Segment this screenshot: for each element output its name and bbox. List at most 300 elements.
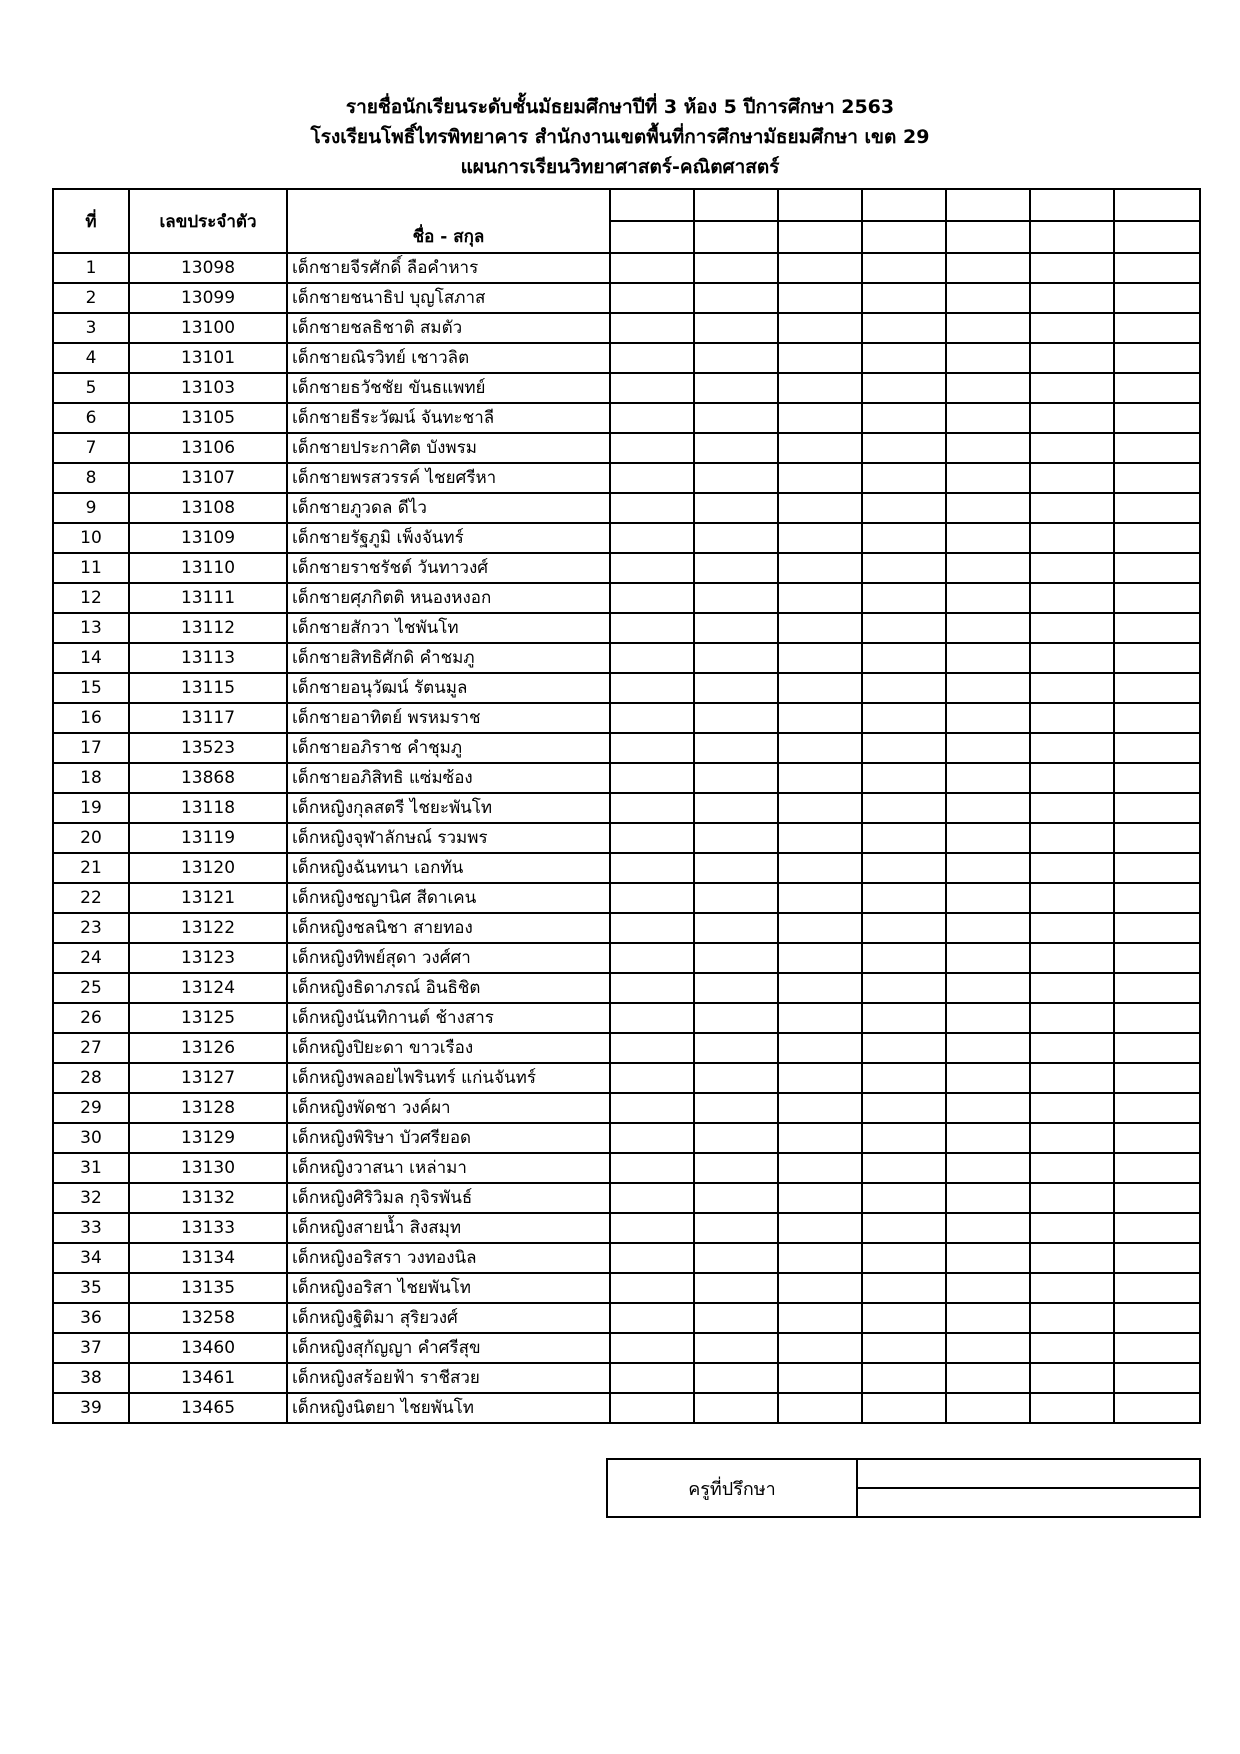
student-no: 35 <box>53 1273 129 1303</box>
blank-cell <box>1114 853 1200 883</box>
blank-cell <box>778 1183 862 1213</box>
table-row <box>53 643 1200 673</box>
blank-cell <box>1114 733 1200 763</box>
blank-cell <box>778 583 862 613</box>
student-no: 2 <box>53 283 129 313</box>
blank-cell <box>778 313 862 343</box>
blank-header-cell <box>862 189 946 221</box>
table-row <box>53 673 1200 703</box>
blank-cell <box>946 913 1030 943</box>
blank-cell <box>1030 523 1114 553</box>
student-no: 14 <box>53 643 129 673</box>
blank-cell <box>1030 913 1114 943</box>
blank-cell <box>694 793 778 823</box>
blank-cell <box>862 1063 946 1093</box>
blank-cell <box>862 763 946 793</box>
table-row <box>53 1063 1200 1093</box>
blank-cell <box>778 793 862 823</box>
blank-cell <box>694 1243 778 1273</box>
blank-cell <box>1030 1153 1114 1183</box>
blank-cell <box>778 973 862 1003</box>
table-row <box>53 823 1200 853</box>
table-row <box>53 703 1200 733</box>
blank-cell <box>946 643 1030 673</box>
blank-cell <box>1114 763 1200 793</box>
student-no: 18 <box>53 763 129 793</box>
blank-header-cell <box>610 221 694 253</box>
blank-cell <box>778 1303 862 1333</box>
student-id: 13103 <box>129 373 287 403</box>
student-name: เด็กหญิงปิยะดา ขาวเรือง <box>287 1033 610 1063</box>
blank-cell <box>1114 1213 1200 1243</box>
blank-cell <box>1114 583 1200 613</box>
blank-cell <box>778 553 862 583</box>
blank-cell <box>1030 853 1114 883</box>
blank-cell <box>1114 703 1200 733</box>
blank-cell <box>694 643 778 673</box>
student-no: 19 <box>53 793 129 823</box>
blank-cell <box>862 1213 946 1243</box>
blank-cell <box>1030 1393 1114 1423</box>
blank-cell <box>1030 1213 1114 1243</box>
student-name: เด็กหญิงนันทิกานต์ ช้างสาร <box>287 1003 610 1033</box>
blank-cell <box>1114 1363 1200 1393</box>
student-name: เด็กชายณิรวิทย์ เชาวลิต <box>287 343 610 373</box>
blank-cell <box>778 373 862 403</box>
student-name: เด็กหญิงทิพย์สุดา วงศ์ศา <box>287 943 610 973</box>
student-name: เด็กหญิงศิริวิมล กุจิรพันธ์ <box>287 1183 610 1213</box>
student-name: เด็กหญิงชลนิชา สายทอง <box>287 913 610 943</box>
blank-cell <box>862 793 946 823</box>
blank-cell <box>1030 1363 1114 1393</box>
student-no: 11 <box>53 553 129 583</box>
blank-cell <box>1030 403 1114 433</box>
student-id: 13113 <box>129 643 287 673</box>
student-name: เด็กหญิงสายน้ำ สิงสมุท <box>287 1213 610 1243</box>
blank-cell <box>694 1153 778 1183</box>
blank-cell <box>1030 673 1114 703</box>
blank-cell <box>1114 1033 1200 1063</box>
student-no: 12 <box>53 583 129 613</box>
blank-cell <box>946 583 1030 613</box>
blank-cell <box>694 1033 778 1063</box>
blank-cell <box>610 1303 694 1333</box>
blank-cell <box>1114 1183 1200 1213</box>
student-id: 13118 <box>129 793 287 823</box>
table-row <box>53 883 1200 913</box>
blank-cell <box>1030 643 1114 673</box>
blank-cell <box>610 1183 694 1213</box>
blank-cell <box>694 463 778 493</box>
blank-cell <box>1114 793 1200 823</box>
blank-cell <box>1030 793 1114 823</box>
blank-cell <box>610 823 694 853</box>
blank-header-cell <box>610 189 694 221</box>
student-name: เด็กหญิงธิดาภรณ์ อินธิชิต <box>287 973 610 1003</box>
table-row <box>53 613 1200 643</box>
blank-cell <box>610 1093 694 1123</box>
blank-cell <box>1114 1063 1200 1093</box>
blank-cell <box>778 1063 862 1093</box>
student-name: เด็กหญิงฉันทนา เอกทัน <box>287 853 610 883</box>
student-id: 13127 <box>129 1063 287 1093</box>
blank-header-cell <box>1030 189 1114 221</box>
blank-cell <box>694 1213 778 1243</box>
table-row <box>53 1213 1200 1243</box>
blank-cell <box>694 1183 778 1213</box>
blank-cell <box>610 763 694 793</box>
blank-cell <box>1114 493 1200 523</box>
blank-cell <box>946 733 1030 763</box>
blank-cell <box>1114 1393 1200 1423</box>
student-no: 31 <box>53 1153 129 1183</box>
blank-cell <box>778 1093 862 1123</box>
blank-cell <box>610 1243 694 1273</box>
blank-cell <box>610 1063 694 1093</box>
student-name: เด็กหญิงพลอยไพรินทร์ แก่นจันทร์ <box>287 1063 610 1093</box>
blank-cell <box>1114 403 1200 433</box>
table-row <box>53 1153 1200 1183</box>
blank-cell <box>862 1243 946 1273</box>
blank-cell <box>862 1003 946 1033</box>
table-row <box>53 343 1200 373</box>
student-name: เด็กชายศุภกิตติ หนองหงอก <box>287 583 610 613</box>
blank-cell <box>862 643 946 673</box>
blank-cell <box>694 1303 778 1333</box>
table-row <box>53 1243 1200 1273</box>
blank-header-cell <box>946 221 1030 253</box>
student-id: 13111 <box>129 583 287 613</box>
blank-cell <box>946 763 1030 793</box>
student-no: 24 <box>53 943 129 973</box>
blank-cell <box>694 1363 778 1393</box>
blank-cell <box>1030 763 1114 793</box>
blank-cell <box>778 823 862 853</box>
blank-cell <box>946 1333 1030 1363</box>
student-no: 3 <box>53 313 129 343</box>
blank-cell <box>610 613 694 643</box>
blank-cell <box>946 613 1030 643</box>
blank-header-cell <box>1114 221 1200 253</box>
table-row <box>53 1363 1200 1393</box>
student-id: 13123 <box>129 943 287 973</box>
student-id: 13120 <box>129 853 287 883</box>
blank-cell <box>610 1033 694 1063</box>
table-row <box>53 793 1200 823</box>
blank-cell <box>1030 493 1114 523</box>
student-id: 13100 <box>129 313 287 343</box>
blank-cell <box>778 1393 862 1423</box>
blank-cell <box>778 1273 862 1303</box>
blank-cell <box>694 403 778 433</box>
blank-cell <box>778 1153 862 1183</box>
student-name: เด็กหญิงสร้อยฟ้า ราชีสวย <box>287 1363 610 1393</box>
student-name: เด็กชายภูวดล ดีไว <box>287 493 610 523</box>
student-no: 15 <box>53 673 129 703</box>
blank-cell <box>946 1033 1030 1063</box>
blank-cell <box>1030 1243 1114 1273</box>
blank-cell <box>694 373 778 403</box>
blank-cell <box>946 1093 1030 1123</box>
student-id: 13126 <box>129 1033 287 1063</box>
blank-cell <box>1030 1003 1114 1033</box>
blank-cell <box>610 463 694 493</box>
blank-cell <box>946 793 1030 823</box>
blank-cell <box>946 823 1030 853</box>
blank-cell <box>610 553 694 583</box>
blank-cell <box>946 1303 1030 1333</box>
blank-cell <box>1030 733 1114 763</box>
blank-cell <box>1030 1333 1114 1363</box>
blank-cell <box>1114 1123 1200 1153</box>
blank-cell <box>1030 1273 1114 1303</box>
blank-cell <box>862 523 946 553</box>
blank-cell <box>610 703 694 733</box>
blank-cell <box>1030 943 1114 973</box>
blank-cell <box>694 313 778 343</box>
blank-cell <box>862 1153 946 1183</box>
blank-cell <box>1114 463 1200 493</box>
blank-cell <box>694 253 778 283</box>
blank-cell <box>946 463 1030 493</box>
blank-cell <box>1030 1123 1114 1153</box>
table-row <box>53 373 1200 403</box>
blank-cell <box>694 733 778 763</box>
blank-cell <box>1114 1243 1200 1273</box>
blank-cell <box>694 553 778 583</box>
blank-cell <box>778 1033 862 1063</box>
table-row <box>53 1273 1200 1303</box>
blank-cell <box>694 1393 778 1423</box>
student-name: เด็กหญิงจุฬาลักษณ์ รวมพร <box>287 823 610 853</box>
blank-cell <box>694 493 778 523</box>
class-title: รายชื่อนักเรียนระดับชั้นมัธยมศึกษาปีที่ 3 ห้อง 5 ปีการศึกษา 2563 <box>345 96 895 118</box>
blank-cell <box>862 823 946 853</box>
blank-cell <box>610 673 694 703</box>
advisor-signature-box <box>606 1458 1201 1518</box>
blank-cell <box>778 913 862 943</box>
student-name: เด็กหญิงชญานิศ สีดาเคน <box>287 883 610 913</box>
blank-cell <box>1030 883 1114 913</box>
blank-cell <box>778 763 862 793</box>
blank-cell <box>778 253 862 283</box>
column-header-id: เลขประจำตัว <box>129 189 287 253</box>
blank-cell <box>694 583 778 613</box>
table-row <box>53 943 1200 973</box>
blank-cell <box>1114 823 1200 853</box>
blank-cell <box>694 433 778 463</box>
blank-cell <box>694 1123 778 1153</box>
table-row <box>53 733 1200 763</box>
blank-cell <box>862 493 946 523</box>
blank-cell <box>1114 283 1200 313</box>
student-no: 27 <box>53 1033 129 1063</box>
student-no: 23 <box>53 913 129 943</box>
blank-cell <box>694 943 778 973</box>
blank-cell <box>694 673 778 703</box>
student-id: 13106 <box>129 433 287 463</box>
blank-cell <box>694 1003 778 1033</box>
student-no: 22 <box>53 883 129 913</box>
student-id: 13099 <box>129 283 287 313</box>
program-title: แผนการเรียนวิทยาศาสตร์-คณิตศาสตร์ <box>460 156 780 178</box>
blank-header-cell <box>862 221 946 253</box>
student-id: 13125 <box>129 1003 287 1033</box>
blank-cell <box>946 1393 1030 1423</box>
student-id: 13461 <box>129 1363 287 1393</box>
blank-cell <box>778 523 862 553</box>
blank-cell <box>778 343 862 373</box>
student-id: 13134 <box>129 1243 287 1273</box>
student-id: 13129 <box>129 1123 287 1153</box>
student-name: เด็กหญิงอริสรา วงทองนิล <box>287 1243 610 1273</box>
blank-cell <box>694 613 778 643</box>
blank-cell <box>778 1213 862 1243</box>
blank-cell <box>862 1393 946 1423</box>
blank-cell <box>946 853 1030 883</box>
blank-cell <box>946 343 1030 373</box>
student-no: 7 <box>53 433 129 463</box>
blank-header-cell <box>694 189 778 221</box>
blank-cell <box>610 583 694 613</box>
blank-cell <box>1030 253 1114 283</box>
student-name: เด็กหญิงฐิติมา สุริยวงศ์ <box>287 1303 610 1333</box>
blank-cell <box>862 733 946 763</box>
student-name: เด็กหญิงสุกัญญา คำศรีสุข <box>287 1333 610 1363</box>
blank-cell <box>1114 973 1200 1003</box>
student-id: 13109 <box>129 523 287 553</box>
advisor-label: ครูที่ปรึกษา <box>607 1459 857 1517</box>
blank-cell <box>946 553 1030 583</box>
table-row <box>53 1123 1200 1153</box>
student-id: 13465 <box>129 1393 287 1423</box>
table-row <box>53 1333 1200 1363</box>
blank-cell <box>862 373 946 403</box>
blank-cell <box>610 1363 694 1393</box>
blank-cell <box>946 283 1030 313</box>
blank-cell <box>862 913 946 943</box>
blank-cell <box>778 1333 862 1363</box>
blank-cell <box>694 973 778 1003</box>
blank-cell <box>778 673 862 703</box>
blank-cell <box>778 703 862 733</box>
blank-cell <box>862 1033 946 1063</box>
student-id: 13122 <box>129 913 287 943</box>
table-row <box>53 763 1200 793</box>
blank-cell <box>610 343 694 373</box>
blank-cell <box>694 823 778 853</box>
table-row <box>53 1093 1200 1123</box>
blank-cell <box>778 883 862 913</box>
blank-header-cell <box>1030 221 1114 253</box>
blank-cell <box>862 1303 946 1333</box>
blank-cell <box>1114 553 1200 583</box>
student-id: 13098 <box>129 253 287 283</box>
blank-cell <box>862 1333 946 1363</box>
student-no: 6 <box>53 403 129 433</box>
student-no: 13 <box>53 613 129 643</box>
blank-cell <box>1114 1003 1200 1033</box>
blank-cell <box>778 493 862 523</box>
blank-cell <box>610 643 694 673</box>
table-row <box>53 913 1200 943</box>
student-id: 13112 <box>129 613 287 643</box>
table-row <box>53 1303 1200 1333</box>
table-row <box>53 1033 1200 1063</box>
blank-cell <box>778 613 862 643</box>
student-id: 13119 <box>129 823 287 853</box>
blank-cell <box>1114 883 1200 913</box>
blank-cell <box>610 1213 694 1243</box>
blank-cell <box>862 253 946 283</box>
student-no: 37 <box>53 1333 129 1363</box>
student-no: 32 <box>53 1183 129 1213</box>
blank-cell <box>946 1123 1030 1153</box>
blank-cell <box>1030 1183 1114 1213</box>
blank-cell <box>610 283 694 313</box>
student-id: 13868 <box>129 763 287 793</box>
blank-cell <box>946 493 1030 523</box>
student-id: 13135 <box>129 1273 287 1303</box>
student-roster-table <box>52 188 1201 1424</box>
student-id: 13117 <box>129 703 287 733</box>
blank-cell <box>610 1273 694 1303</box>
blank-cell <box>778 943 862 973</box>
blank-cell <box>946 1063 1030 1093</box>
student-id: 13133 <box>129 1213 287 1243</box>
blank-cell <box>862 613 946 643</box>
blank-cell <box>778 1243 862 1273</box>
student-no: 30 <box>53 1123 129 1153</box>
blank-cell <box>778 463 862 493</box>
student-name: เด็กชายจีรศักดิ์ ลือคำหาร <box>287 253 610 283</box>
student-id: 13130 <box>129 1153 287 1183</box>
table-row <box>53 553 1200 583</box>
blank-cell <box>610 373 694 403</box>
blank-cell <box>946 1003 1030 1033</box>
blank-cell <box>778 1003 862 1033</box>
blank-cell <box>610 913 694 943</box>
blank-cell <box>778 1123 862 1153</box>
blank-cell <box>862 283 946 313</box>
blank-cell <box>946 433 1030 463</box>
student-no: 9 <box>53 493 129 523</box>
student-name: เด็กชายธวัชชัย ขันธแพทย์ <box>287 373 610 403</box>
table-row <box>53 283 1200 313</box>
student-name: เด็กชายรัฐภูมิ เพ็งจันทร์ <box>287 523 610 553</box>
student-name: เด็กชายอภิสิทธิ แซ่มซ้อง <box>287 763 610 793</box>
blank-cell <box>946 1183 1030 1213</box>
blank-cell <box>1030 1063 1114 1093</box>
student-no: 16 <box>53 703 129 733</box>
student-no: 33 <box>53 1213 129 1243</box>
blank-cell <box>862 553 946 583</box>
blank-cell <box>610 733 694 763</box>
blank-cell <box>778 403 862 433</box>
blank-cell <box>694 283 778 313</box>
student-id: 13460 <box>129 1333 287 1363</box>
blank-cell <box>1030 613 1114 643</box>
blank-cell <box>694 1273 778 1303</box>
blank-cell <box>862 853 946 883</box>
blank-cell <box>862 703 946 733</box>
student-rows <box>53 253 1200 1423</box>
advisor-signature-line <box>857 1459 1200 1488</box>
table-row <box>53 403 1200 433</box>
blank-cell <box>1030 463 1114 493</box>
blank-cell <box>1030 433 1114 463</box>
blank-header-cell <box>694 221 778 253</box>
